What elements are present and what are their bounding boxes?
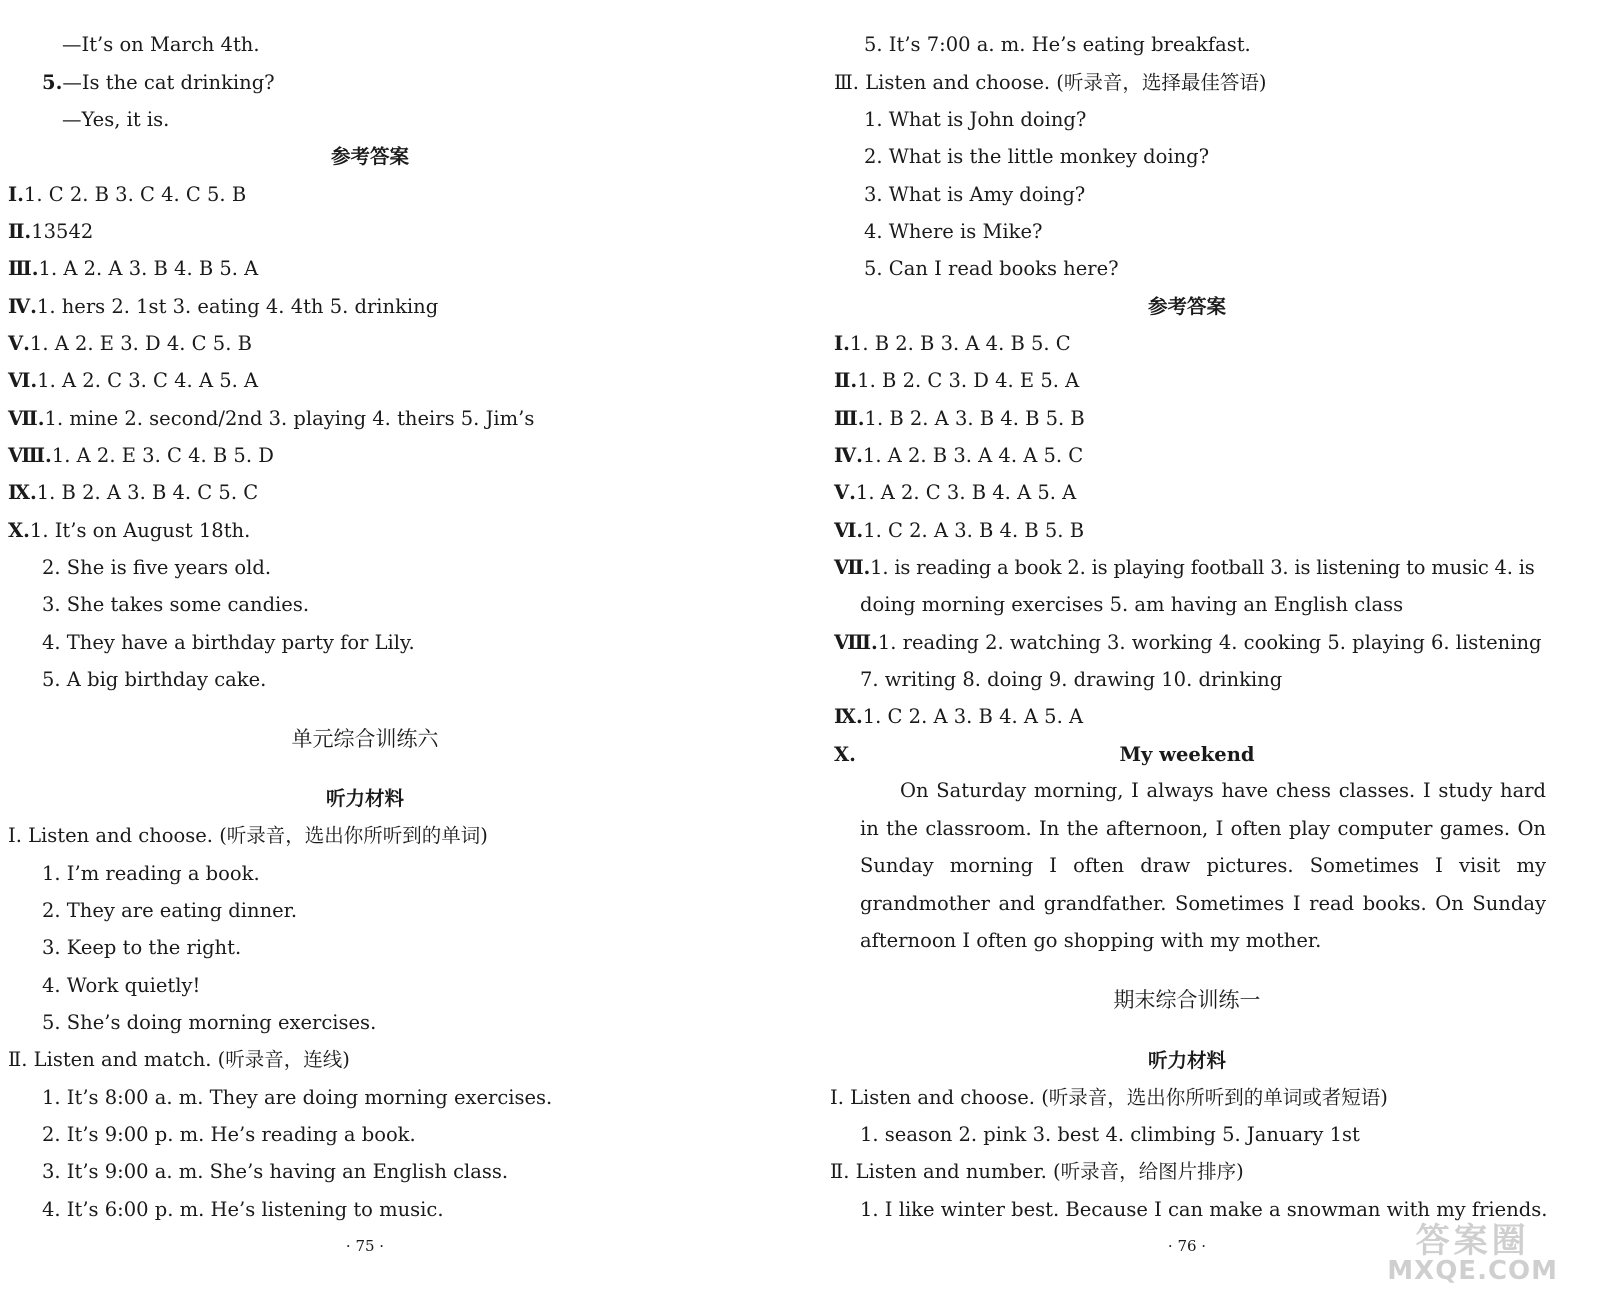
answer-line: Ⅶ.1. is reading a book 2. is playing football 3. is listening to music 4. is (834, 556, 1535, 579)
dialogue-line: —It’s on March 4th. (62, 33, 260, 56)
list-item: 3. It’s 9:00 a. m. She’s having an English class. (42, 1160, 509, 1183)
answer-sub-item: 5. A big birthday cake. (42, 668, 267, 691)
list-item: 4. It’s 6:00 p. m. He’s listening to music. (42, 1198, 444, 1221)
part-title: Ⅰ. Listen and choose. (听录音，选出你所听到的单词) (8, 824, 488, 847)
list-item: 1. What is John doing? (864, 108, 1087, 131)
dialogue-line: —Yes, it is. (62, 108, 170, 131)
answer-line: Ⅸ.1. C 2. A 3. B 4. A 5. A (834, 705, 1084, 728)
essay-title: My weekend (1119, 743, 1255, 766)
answer-line: Ⅷ.1. reading 2. watching 3. working 4. cooking 5. playing 6. listening (834, 631, 1542, 654)
list-item: 4. Work quietly! (42, 974, 201, 997)
answer-line: Ⅸ.1. B 2. A 3. B 4. C 5. C (8, 481, 259, 504)
watermark-text-bottom: MXQE.COM (1387, 1256, 1558, 1286)
answer-line: Ⅳ.1. A 2. B 3. A 4. A 5. C (834, 444, 1084, 467)
part-title: Ⅲ. Listen and choose. (听录音，选择最佳答语) (834, 71, 1267, 94)
dialogue-line (42, 68, 275, 98)
watermark-text-top: 答案圈 (1415, 1221, 1530, 1261)
answer-line: Ⅹ.1. It’s on August 18th. (8, 519, 251, 542)
answer-line: Ⅳ.1. hers 2. 1st 3. eating 4. 4th 5. drinking (8, 295, 439, 318)
answer-line: Ⅰ.1. C 2. B 3. C 4. C 5. B (8, 183, 247, 206)
list-item: 3. Keep to the right. (42, 936, 242, 959)
left-page (0, 0, 780, 1308)
list-item: 1. I’m reading a book. (42, 862, 260, 885)
list-item: 2. It’s 9:00 p. m. He’s reading a book. (42, 1123, 416, 1146)
answer-sub-item: 2. She is five years old. (42, 556, 272, 579)
list-item: 1. I like winter best. Because I can make a snowman with my friends. (860, 1198, 1548, 1221)
answer-line: Ⅲ.1. A 2. A 3. B 4. B 5. A (8, 257, 259, 280)
answer-line: Ⅵ.1. C 2. A 3. B 4. B 5. B (834, 519, 1085, 542)
listening-heading: 听力材料 (1147, 1049, 1226, 1072)
part-title: Ⅱ. Listen and number. (听录音，给图片排序) (830, 1160, 1244, 1183)
list-item: 2. They are eating dinner. (42, 899, 298, 922)
answer-heading: 参考答案 (330, 145, 409, 168)
item-text: —Is the cat drinking? (62, 71, 275, 94)
list-item: 5. Can I read books here? (864, 257, 1119, 280)
answer-line: 1. season 2. pink 3. best 4. climbing 5. January 1st (860, 1123, 1360, 1146)
list-item: 4. Where is Mike? (864, 220, 1043, 243)
page-number: · 76 · (1167, 1237, 1207, 1255)
item-number: 5. (42, 71, 63, 94)
essay-paragraph: On Saturday morning, I always have chess classes. I study hard in the classroom. In the afternoon, I often play computer games. On Sunday morning I often draw pictures. Sometimes I visit my grandmother and grandfather. Sometimes I read books. On Sunday afternoon I often go shopping with my mother. (860, 779, 1546, 952)
list-item: 5. She’s doing morning exercises. (42, 1011, 377, 1034)
section-title: 单元综合训练六 (291, 727, 439, 751)
answer-line: Ⅵ.1. A 2. C 3. C 4. A 5. A (8, 369, 259, 392)
answer-line: Ⅴ.1. A 2. C 3. B 4. A 5. A (834, 481, 1077, 504)
answer-line: Ⅰ.1. B 2. B 3. A 4. B 5. C (834, 332, 1071, 355)
answer-line: Ⅴ.1. A 2. E 3. D 4. C 5. B (8, 332, 252, 355)
answer-line: Ⅱ.1. B 2. C 3. D 4. E 5. A (834, 369, 1080, 392)
answer-line-continued: doing morning exercises 5. am having an English class (860, 593, 1404, 616)
listening-heading: 听力材料 (325, 787, 404, 810)
answer-roman-x: Ⅹ. (834, 743, 856, 766)
section-title: 期末综合训练一 (1113, 988, 1261, 1012)
list-item: 2. What is the little monkey doing? (864, 145, 1210, 168)
page-number: · 75 · (345, 1237, 385, 1255)
part-title: Ⅱ. Listen and match. (听录音，连线) (8, 1048, 350, 1071)
list-item: 3. What is Amy doing? (864, 183, 1086, 206)
answer-line: Ⅱ.13542 (8, 220, 94, 243)
answer-line: Ⅲ.1. B 2. A 3. B 4. B 5. B (834, 407, 1085, 430)
list-item: 1. It’s 8:00 a. m. They are doing morning exercises. (42, 1086, 553, 1109)
answer-sub-item: 4. They have a birthday party for Lily. (42, 631, 415, 654)
answer-line-continued: 7. writing 8. doing 9. drawing 10. drinking (860, 668, 1283, 691)
answer-heading: 参考答案 (1147, 295, 1226, 318)
part-title: Ⅰ. Listen and choose. (听录音，选出你所听到的单词或者短语) (830, 1086, 1388, 1109)
answer-line: Ⅶ.1. mine 2. second/2nd 3. playing 4. theirs 5. Jim’s (8, 407, 535, 430)
right-page (822, 0, 1582, 1308)
answer-sub-item: 3. She takes some candies. (42, 593, 310, 616)
answer-line: Ⅷ.1. A 2. E 3. C 4. B 5. D (8, 444, 274, 467)
list-item: 5. It’s 7:00 a. m. He’s eating breakfast. (864, 33, 1251, 56)
watermark-logo (1387, 1221, 1558, 1286)
